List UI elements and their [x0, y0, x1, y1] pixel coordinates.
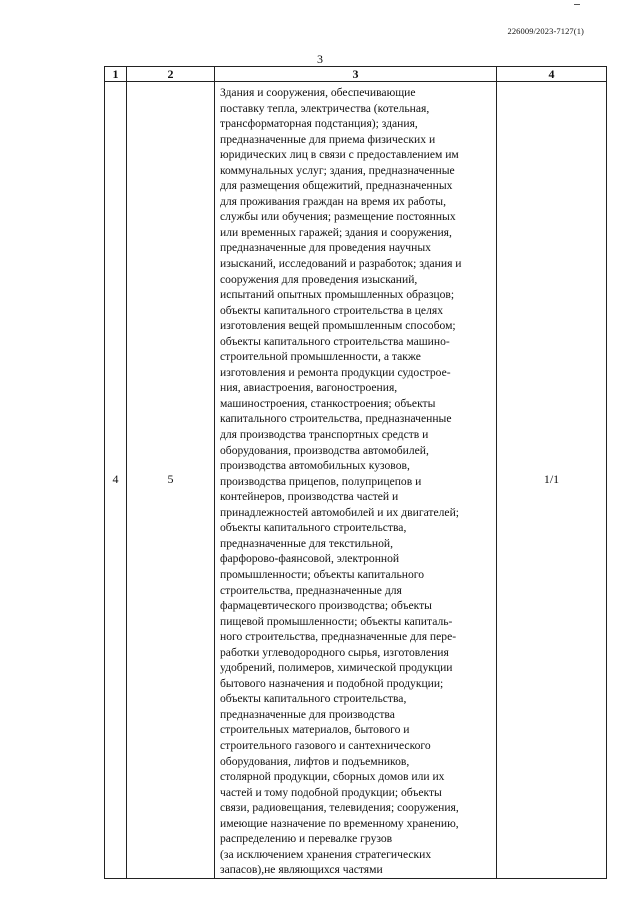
description-line: строительных материалов, бытового и: [220, 723, 410, 737]
description-line: пищевой промышленности; объекты капиталь-: [220, 614, 453, 628]
description-line: трансформаторная подстанция); здания,: [220, 117, 418, 131]
description-line: имеющие назначение по временному хранению,: [220, 816, 459, 830]
description-line: предназначенные для проведения научных: [220, 241, 431, 255]
description-line: коммунальных услуг; здания, предназначенные: [220, 163, 455, 177]
description-line: оборудования, производства автомобилей,: [220, 443, 429, 457]
description-line: изысканий, исследований и разработок; здания и: [220, 257, 462, 271]
description-line: сооружения для проведения изысканий,: [220, 272, 418, 286]
description-line: оборудования, лифтов и подъемников,: [220, 754, 410, 768]
document-number: 226009/2023-7127(1): [507, 26, 584, 36]
description-line: предназначенные для текстильной,: [220, 536, 393, 550]
table-header-row: [105, 67, 607, 82]
description-line: предназначенные для приема физических и: [220, 132, 436, 146]
description-line: объекты капитального строительства,: [220, 692, 407, 706]
code-cell: 5: [127, 82, 215, 879]
description-line: бытового назначения и подобной продукции;: [220, 676, 444, 690]
description-line: производства прицепов, полуприцепов и: [220, 474, 422, 488]
description-line: ного строительства, предназначенные для пере-: [220, 630, 457, 644]
description-line: машиностроения, станкостроения; объекты: [220, 396, 436, 410]
description-line: объекты капитального строительства в целях: [220, 303, 443, 317]
description-line: удобрений, полимеров, химической продукции: [220, 661, 453, 675]
ratio-cell: 1/1: [497, 82, 607, 879]
description-line: (за исключением хранения стратегических: [220, 847, 432, 861]
description-line: для производства транспортных средств и: [220, 428, 429, 442]
description-line: распределению и перевалке грузов: [220, 832, 393, 846]
description-line: для размещения общежитий, предназначенных: [220, 179, 453, 193]
description-line: строительства, предназначенные для: [220, 583, 402, 597]
description-line: частей и тому подобной продукции; объекты: [220, 785, 442, 799]
description-line: работки углеводородного сырья, изготовления: [220, 645, 449, 659]
description-line: ния, авиастроения, вагоностроения,: [220, 381, 398, 395]
description-line: или временных гаражей; здания и сооружения,: [220, 225, 452, 239]
description-line: строительной промышленности, а также: [220, 350, 421, 364]
description-line: строительного газового и сантехнического: [220, 738, 431, 752]
description-line: Здания и сооружения, обеспечивающие: [220, 86, 416, 99]
corner-mark: [574, 0, 580, 5]
description-line: объекты капитального строительства машино-: [220, 334, 450, 348]
column-header-2: 2: [127, 67, 215, 82]
column-header-1: 1: [105, 67, 127, 82]
description-line: для проживания граждан на время их работы,: [220, 194, 446, 208]
description-line: контейнеров, производства частей и: [220, 490, 399, 504]
description-line: принадлежностей автомобилей и их двигателей;: [220, 505, 459, 519]
description-line: капитального строительства, предназначенные: [220, 412, 452, 426]
description-line: промышленности; объекты капитального: [220, 567, 425, 581]
description-line: службы или обучения; размещение постоянных: [220, 210, 456, 224]
description-cell: [215, 82, 497, 879]
table-row: [105, 82, 607, 879]
description-line: объекты капитального строительства,: [220, 521, 407, 535]
description-line: испытаний опытных промышленных образцов;: [220, 288, 455, 302]
description-line: изготовления вещей промышленным способом;: [220, 319, 456, 333]
description-line: изготовления и ремонта продукции судострое-: [220, 365, 451, 379]
column-header-3: 3: [215, 67, 497, 82]
description-line: производства автомобильных кузовов,: [220, 459, 410, 473]
description-line: фармацевтического производства; объекты: [220, 599, 432, 613]
description-line: поставку тепла, электричества (котельная,: [220, 101, 430, 115]
description-line: связи, радиовещания, телевидения; сооружения,: [220, 801, 459, 815]
description-line: столярной продукции, сборных домов или их: [220, 770, 445, 784]
page-number: 3: [317, 52, 323, 66]
row-number-cell: 4: [105, 82, 127, 879]
description-line: юридических лиц в связи с предоставлением им: [220, 148, 459, 162]
description-line: фарфорово-фаянсовой, электронной: [220, 552, 400, 566]
column-header-4: 4: [497, 67, 607, 82]
description-line: запасов),не являющихся частями: [220, 863, 383, 877]
description-line: предназначенные для производства: [220, 707, 395, 721]
zoning-table: [104, 66, 607, 879]
